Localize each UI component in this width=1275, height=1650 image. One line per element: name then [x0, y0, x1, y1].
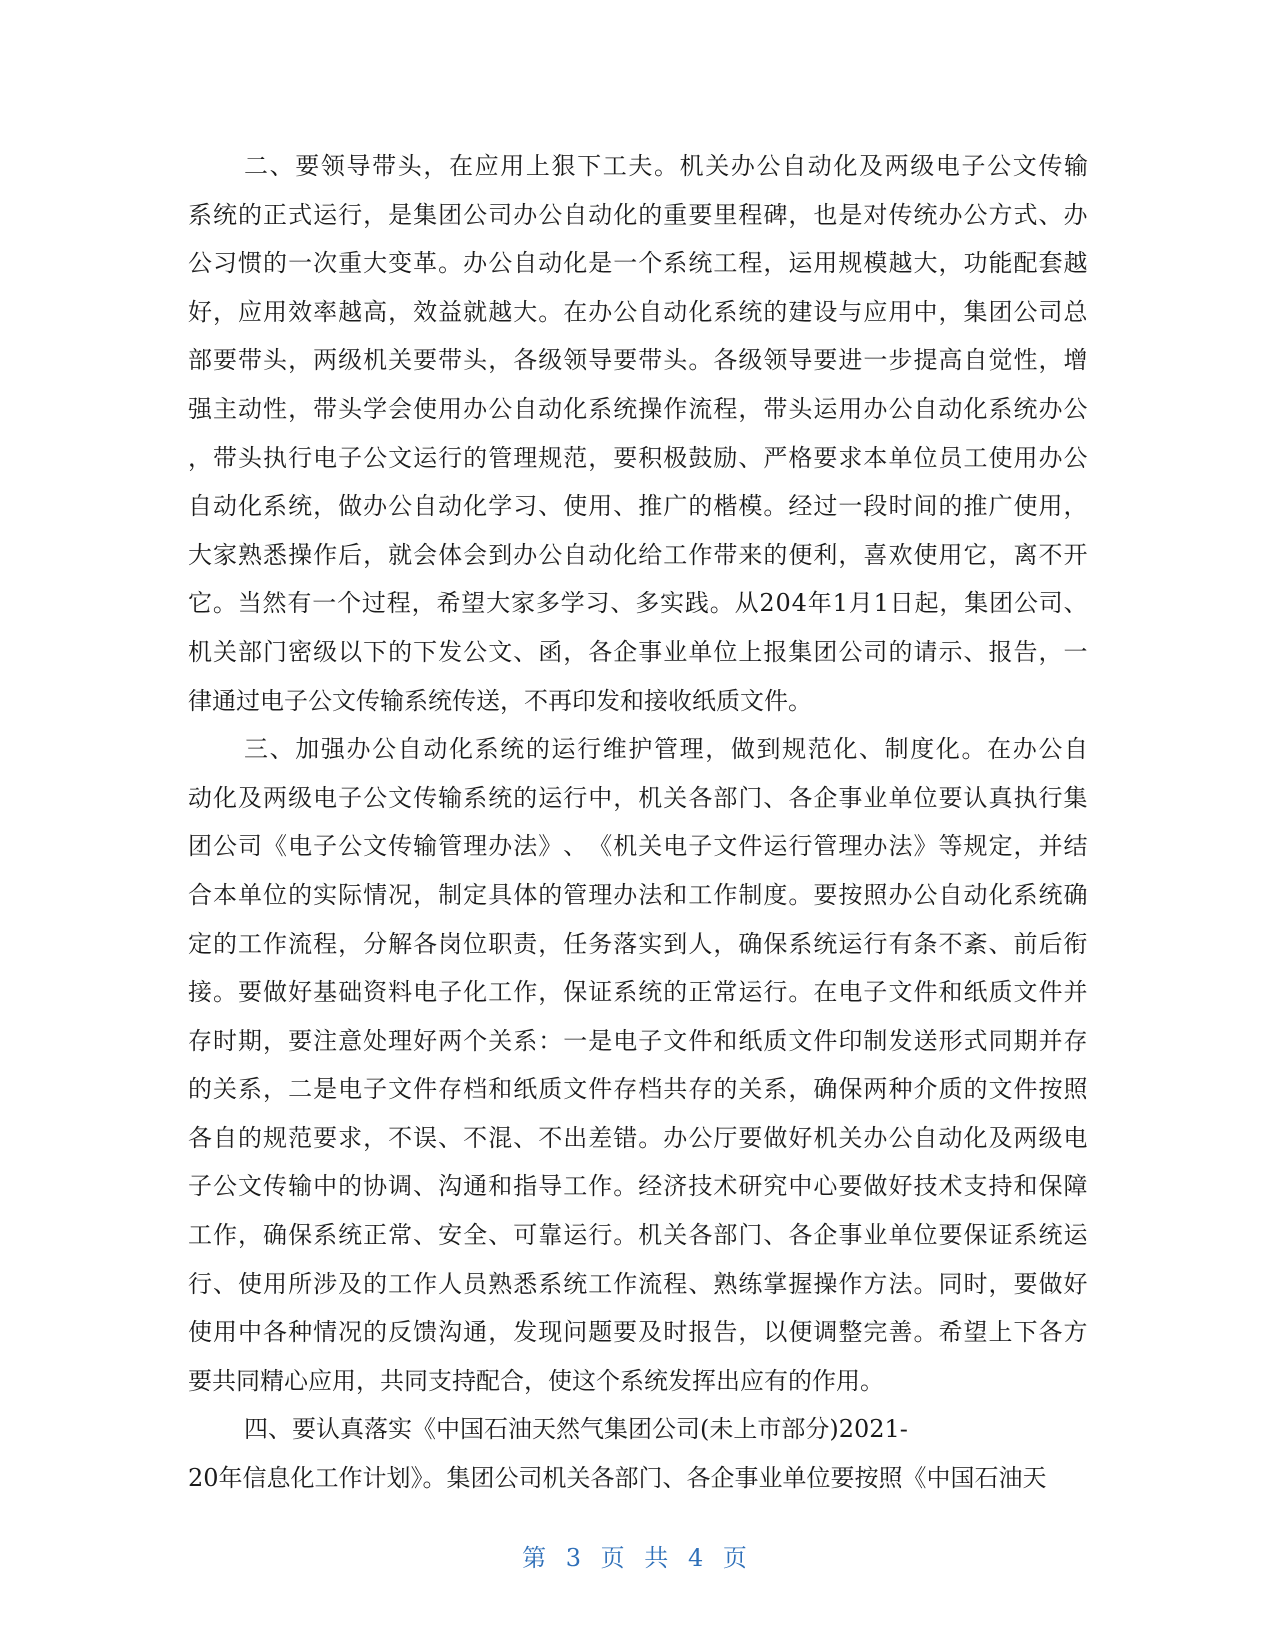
text-line: 大 家 熟 悉 操 作 后 ， 就 会 体 会 到 办 公 自 动 化 给 工 作 带 来 的 便 利 ， 喜 欢 使 用 它 ， 离 不 开	[188, 540, 1088, 569]
text-line: 子 公 文 传 输 中 的 协 调 、 沟 通 和 指 导 工 作 。 经 济 技 术 研 究 中 心 要 做 好 技 术 支 持 和 保 障	[188, 1172, 1088, 1201]
text-line: 的 关 系 ， 二 是 电 子 文 件 存 档 和 纸 质 文 件 存 档 共 存 的 关 系 ， 确 保 两 种 介 质 的 文 件 按 照	[188, 1075, 1088, 1104]
text-line: 20年信息化工作计划》。集团公司机关各部门、各企事业单位要按照《中国石油天	[188, 1464, 1047, 1493]
text-line: 部 要 带 头 ， 两 级 机 关 要 带 头 ， 各 级 领 导 要 带 头 。 各 级 领 导 要 进 一 步 提 高 自 觉 性 ， 增	[188, 346, 1088, 375]
text-line: 自 动 化 系 统 ， 做 办 公 自 动 化 学 习 、 使 用 、 推 广 的 楷 模 。 经 过 一 段 时 间 的 推 广 使 用 ，	[188, 492, 1088, 521]
text-line: 接 。 要 做 好 基 础 资 料 电 子 化 工 作 ， 保 证 系 统 的 正 常 运 行 。 在 电 子 文 件 和 纸 质 文 件 并	[188, 978, 1088, 1007]
text-line: 机 关 部 门 密 级 以 下 的 下 发 公 文 、 函 ， 各 企 事 业 单 位 上 报 集 团 公 司 的 请 示 、 报 告 ， 一	[188, 637, 1088, 666]
text-line: 三 、 加 强 办 公 自 动 化 系 统 的 运 行 维 护 管 理 ， 做 到 规 范 化 、 制 度 化 。 在 办 公 自	[244, 735, 1088, 764]
text-line: 要共同精心应用，共同支持配合，使这个系统发挥出应有的作用。	[188, 1366, 884, 1395]
page-footer: 第 3 页 共 4 页	[522, 1544, 753, 1572]
text-line: 定 的 工 作 流 程 ， 分 解 各 岗 位 职 责 ， 任 务 落 实 到 人 ， 确 保 系 统 运 行 有 条 不 紊 、 前 后 衔	[188, 929, 1088, 958]
text-line: 动 化 及 两 级 电 子 公 文 传 输 系 统 的 运 行 中 ， 机 关 各 部 门 、 各 企 事 业 单 位 要 认 真 执 行 集	[188, 783, 1088, 812]
text-line: 公 习 惯 的 一 次 重 大 变 革 。 办 公 自 动 化 是 一 个 系 统 工 程 ， 运 用 规 模 越 大 ， 功 能 配 套 越	[188, 249, 1088, 278]
text-line: 团 公 司 《 电 子 公 文 传 输 管 理 办 法 》 、 《 机 关 电 子 文 件 运 行 管 理 办 法 》 等 规 定 ， 并 结	[188, 832, 1088, 861]
text-line: 强 主 动 性 ， 带 头 学 会 使 用 办 公 自 动 化 系 统 操 作 流 程 ， 带 头 运 用 办 公 自 动 化 系 统 办 公	[188, 394, 1088, 423]
text-line: ， 带 头 执 行 电 子 公 文 运 行 的 管 理 规 范 ， 要 积 极 鼓 励 、 严 格 要 求 本 单 位 员 工 使 用 办 公	[188, 443, 1088, 472]
text-line: 存 时 期 ， 要 注 意 处 理 好 两 个 关 系 ： 一 是 电 子 文 件 和 纸 质 文 件 印 制 发 送 形 式 同 期 并 存	[188, 1026, 1088, 1055]
text-line: 二 、 要 领 导 带 头 ， 在 应 用 上 狠 下 工 夫 。 机 关 办 公 自 动 化 及 两 级 电 子 公 文 传 输	[244, 152, 1088, 180]
paragraph-2	[188, 142, 1088, 725]
text-line: 工 作 ， 确 保 系 统 正 常 、 安 全 、 可 靠 运 行 。 机 关 各 部 门 、 各 企 事 业 单 位 要 保 证 系 统 运	[188, 1221, 1088, 1250]
text-line: 四、要认真落实《中国石油天然气集团公司(未上市部分)2021-	[244, 1415, 908, 1444]
text-line: 使 用 中 各 种 情 况 的 反 馈 沟 通 ， 发 现 问 题 要 及 时 报 告 ， 以 便 调 整 完 善 。 希 望 上 下 各 方	[188, 1318, 1088, 1347]
text-line: 合 本 单 位 的 实 际 情 况 ， 制 定 具 体 的 管 理 办 法 和 工 作 制 度 。 要 按 照 办 公 自 动 化 系 统 确	[188, 880, 1088, 909]
text-line: 行 、 使 用 所 涉 及 的 工 作 人 员 熟 悉 系 统 工 作 流 程 、 熟 练 掌 握 操 作 方 法 。 同 时 ， 要 做 好	[188, 1269, 1088, 1298]
document-body	[188, 142, 1088, 1503]
paragraph-4	[188, 1405, 1088, 1502]
text-line: 它 。 当 然 有 一 个 过 程 ， 希 望 大 家 多 学 习 、 多 实 践 。 从 2 0 4 年 1 月 1 日 起 ， 集 团 公 司 、	[188, 589, 1088, 618]
text-line: 各 自 的 规 范 要 求 ， 不 误 、 不 混 、 不 出 差 错 。 办 公 厅 要 做 好 机 关 办 公 自 动 化 及 两 级 电	[188, 1123, 1088, 1152]
text-line: 系 统 的 正 式 运 行 ， 是 集 团 公 司 办 公 自 动 化 的 重 要 里 程 碑 ， 也 是 对 传 统 办 公 方 式 、 办	[188, 200, 1088, 229]
paragraph-3	[188, 725, 1088, 1405]
paragraphs-container	[188, 142, 1088, 1503]
text-line: 律通过电子公文传输系统传送，不再印发和接收纸质文件。	[188, 686, 812, 715]
text-line: 好 ， 应 用 效 率 越 高 ， 效 益 就 越 大 。 在 办 公 自 动 化 系 统 的 建 设 与 应 用 中 ， 集 团 公 司 总	[188, 297, 1088, 326]
